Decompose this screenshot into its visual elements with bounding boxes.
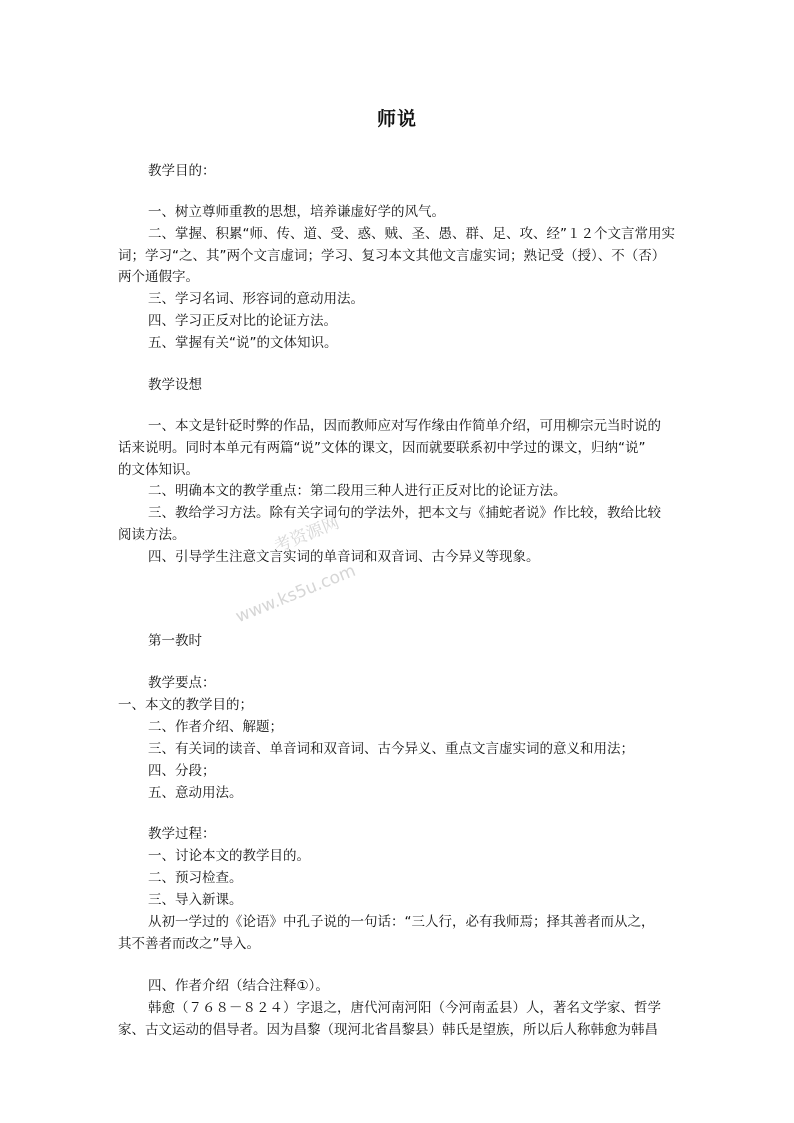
design-line: 三、教给学习方法。除有关字词句的学法外，把本文与《捕蛇者说》作比较，教给比较 <box>148 505 661 521</box>
design-line: 阅读方法。 <box>118 527 186 543</box>
objective-line: 五、掌握有关“说”的文体知识。 <box>148 335 338 351</box>
process-line: 二、预习检查。 <box>148 870 243 886</box>
design-line: 四、引导学生注意文言实词的单音词和双音词、古今异义等现象。 <box>148 549 540 565</box>
objective-line: 四、学习正反对比的论证方法。 <box>148 313 337 329</box>
process-heading: 教学过程： <box>148 826 216 842</box>
author-line: 韩愈（７６８－８２４）字退之，唐代河南河阳（今河南孟县）人，著名文学家、哲学 <box>148 1000 661 1016</box>
objective-line: 一、树立尊师重教的思想，培养谦虚好学的风气。 <box>148 204 445 220</box>
objective-line: 两个通假字。 <box>118 269 199 285</box>
design-line: 的文体知识。 <box>118 462 199 478</box>
point-line: 三、有关词的读音、单音词和双音词、古今异义、重点文言虚实词的意义和用法； <box>148 741 634 757</box>
lesson-heading: 第一教时 <box>148 633 202 649</box>
objective-line: 词；学习“之、其”两个文言虚词；学习、复习本文其他文言虚实词；熟记受（授）、不（否） <box>118 248 666 264</box>
process-line: 一、讨论本文的教学目的。 <box>148 848 310 864</box>
point-line: 五、意动用法。 <box>148 785 243 801</box>
watermark-text-top: 考资源网 <box>271 512 343 557</box>
design-line: 一、本文是针砭时弊的作品，因而教师应对写作缘由作简单介绍，可用柳宗元当时说的 <box>148 418 661 434</box>
points-heading: 教学要点： <box>148 675 216 691</box>
point-line: 二、作者介绍、解题； <box>148 719 283 735</box>
design-line: 二、明确本文的教学重点：第二段用三种人进行正反对比的论证方法。 <box>148 483 567 499</box>
point-line: 四、分段； <box>148 763 216 779</box>
objectives-heading: 教学目的： <box>148 163 216 179</box>
process-line: 三、导入新课。 <box>148 892 243 908</box>
process-line: 其不善者而改之”导入。 <box>118 936 260 952</box>
author-line: 家、古文运动的倡导者。因为昌黎（现河北省昌黎县）韩氏是望族，所以后人称韩愈为韩昌 <box>118 1022 658 1038</box>
document-title: 师说 <box>376 108 417 130</box>
objective-line: 二、掌握、积累“师、传、道、受、惑、贼、圣、愚、群、足、攻、经”１２个文言常用实 <box>148 226 675 242</box>
point-line: 一、本文的教学目的； <box>118 697 253 713</box>
process-line: 从初一学过的《论语》中孔子说的一句话：“三人行，必有我师焉；择其善者而从之， <box>148 914 655 930</box>
design-heading: 教学设想 <box>148 377 202 393</box>
author-heading: 四、作者介绍（结合注释①）。 <box>148 978 329 994</box>
objective-line: 三、学习名词、形容词的意动用法。 <box>148 291 364 307</box>
design-line: 话来说明。同时本单元有两篇“说”文体的课文，因而就要联系初中学过的课文，归纳“说” <box>118 440 646 456</box>
watermark-text-url: www.ks5u.com <box>232 560 359 628</box>
